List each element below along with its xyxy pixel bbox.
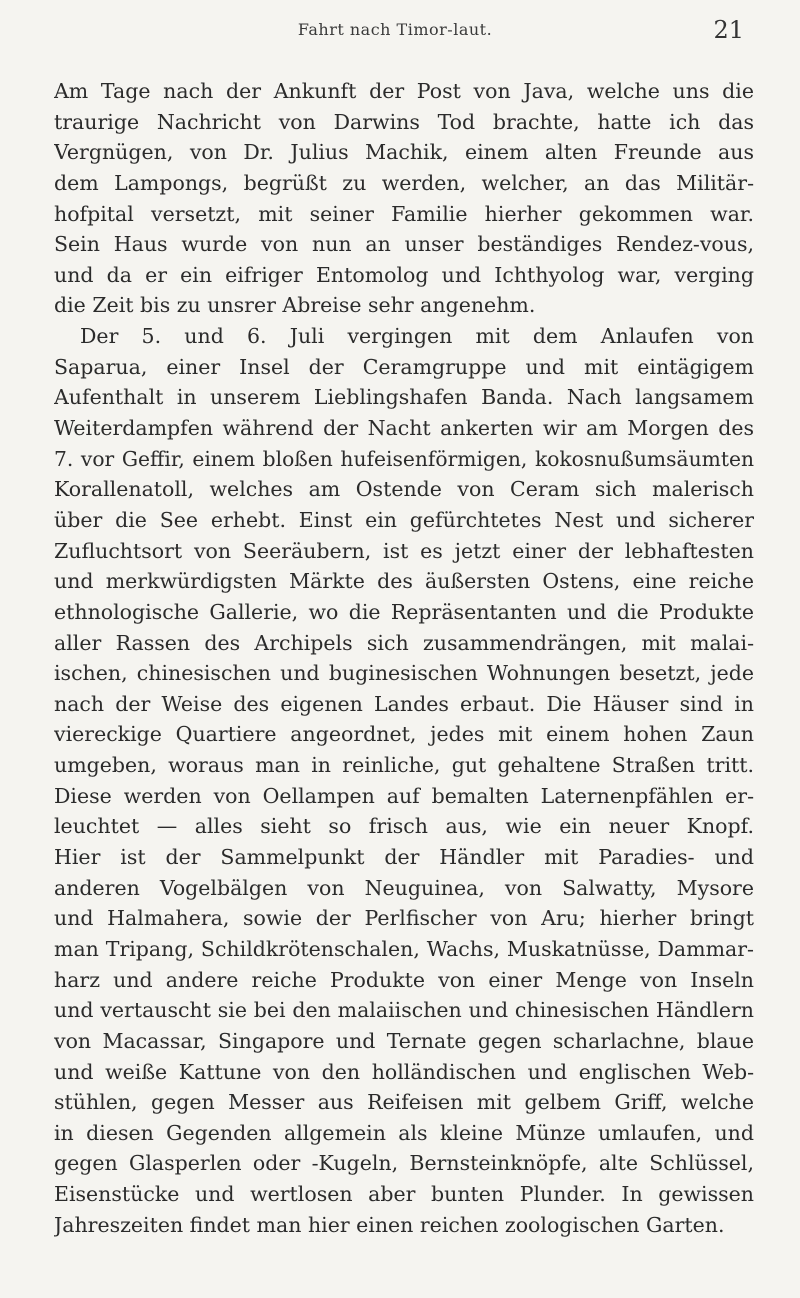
text-line: Vergnügen, von Dr. Julius Machik, einem alten Freunde aus — [54, 140, 754, 165]
text-line: gegen Glasperlen oder -Kugeln, Bernsteinknöpfe, alte Schlüssel, — [54, 1151, 754, 1176]
text-line: die Zeit bis zu unsrer Abreise sehr angenehm. — [54, 293, 536, 318]
text-line: dem Lampongs, begrüßt zu werden, welcher, an das Militär- — [54, 170, 754, 195]
text-line: über die See erhebt. Einst ein gefürchtetes Nest und sicherer — [54, 507, 754, 532]
text-line: leuchtet — alles sieht so frisch aus, wie ein neuer Knopf. — [54, 814, 754, 839]
text-line: hofpital versetzt, mit seiner Familie hierher gekommen war. — [54, 201, 754, 226]
text-line: Eisenstücke und wertlosen aber bunten Plunder. In gewissen — [54, 1182, 754, 1207]
text-line: Hier ist der Sammelpunkt der Händler mit Paradies- und — [54, 845, 754, 870]
text-line: man Tripang, Schildkrötenschalen, Wachs, Muskatnüsse, Dammar- — [54, 936, 754, 961]
text-line: viereckige Quartiere angeordnet, jedes mit einem hohen Zaun — [54, 722, 754, 747]
running-header — [46, 14, 744, 44]
text-line: Weiterdampfen während der Nacht ankerten wir am Morgen des — [54, 416, 754, 441]
text-line: stühlen, gegen Messer aus Reifeisen mit gelbem Griff, welche — [54, 1090, 754, 1115]
text-line: Der 5. und 6. Juli vergingen mit dem Anlaufen von — [80, 324, 754, 349]
text-line: anderen Vogelbälgen von Neuguinea, von Salwatty, Mysore — [54, 875, 754, 900]
text-line: und vertauscht sie bei den malaiischen und chinesischen Händlern — [54, 998, 754, 1023]
text-line: Zufluchtsort von Seeräubern, ist es jetzt einer der lebhaftesten — [54, 538, 754, 563]
text-line: und merkwürdigsten Märkte des äußersten Ostens, eine reiche — [54, 569, 754, 594]
text-line: Diese werden von Oellampen auf bemalten Laternenpfählen er- — [54, 783, 754, 808]
text-line: Sein Haus wurde von nun an unser beständiges Rendez-vous, — [54, 232, 754, 257]
body-text — [54, 76, 754, 1240]
text-line: und Halmahera, sowie der Perlfischer von Aru; hierher bringt — [54, 906, 754, 931]
text-line: Aufenthalt in unserem Lieblingshafen Banda. Nach langsamem — [54, 385, 754, 410]
text-line: Korallenatoll, welches am Ostende von Ceram sich malerisch — [54, 477, 754, 502]
text-line: Saparua, einer Insel der Ceramgruppe und mit eintägigem — [54, 354, 754, 379]
text-line: in diesen Gegenden allgemein als kleine Münze umlaufen, und — [54, 1120, 754, 1145]
page-number: 21 — [713, 16, 744, 44]
running-title: Fahrt nach Timor-laut. — [297, 20, 493, 39]
text-line: harz und andere reiche Produkte von einer Menge von Inseln — [54, 967, 754, 992]
text-line: von Macassar, Singapore und Ternate gegen scharlachne, blaue — [54, 1028, 754, 1053]
text-line: und da er ein eifriger Entomolog und Ichthyolog war, verging — [54, 262, 754, 287]
text-line: Jahreszeiten findet man hier einen reichen zoologischen Garten. — [54, 1212, 725, 1237]
text-line: und weiße Kattune von den holländischen und englischen Web- — [54, 1059, 754, 1084]
text-line: umgeben, woraus man in reinliche, gut gehaltene Straßen tritt. — [54, 753, 754, 778]
text-line: aller Rassen des Archipels sich zusammendrängen, mit malai- — [54, 630, 754, 655]
text-line: nach der Weise des eigenen Landes erbaut. Die Häuser sind in — [54, 691, 754, 716]
text-line: ischen, chinesischen und buginesischen Wohnungen besetzt, jede — [54, 661, 754, 686]
text-line: Am Tage nach der Ankunft der Post von Java, welche uns die — [54, 79, 754, 103]
text-line: ethnologische Gallerie, wo die Repräsentanten und die Produkte — [54, 599, 754, 624]
text-line: 7. vor Geffir, einem bloßen hufeisenförmigen, kokosnußumsäumten — [54, 446, 754, 471]
text-line: traurige Nachricht von Darwins Tod brachte, hatte ich das — [54, 109, 754, 134]
